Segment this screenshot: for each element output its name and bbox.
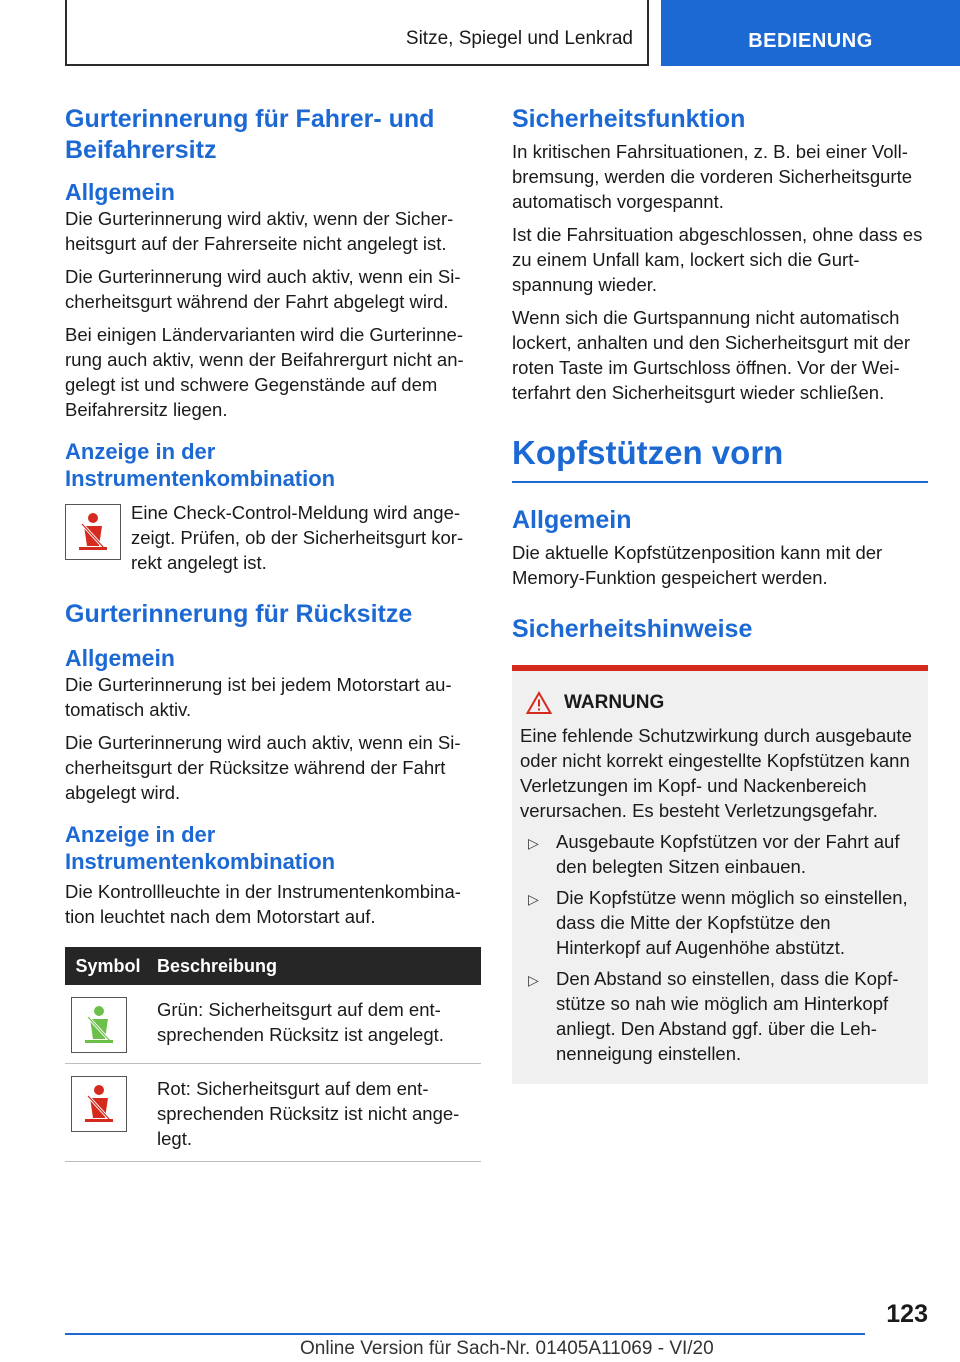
list-item: ▷ Ausgebaute Kopfstützen vor der Fahrt auf den belegten Sitzen einbauen. [528, 831, 900, 877]
paragraph: Ist die Fahrsituation abgeschlossen, ohne dass es zu einem Unfall kam, lockert sich die Gurtspannung wieder. [512, 224, 923, 295]
page-header [0, 0, 960, 66]
heading-general-1: Allgemein [65, 179, 175, 205]
paragraph: Wenn sich die Gurtspannung nicht automatisch lockert, anhalten und den Sicherheitsgurt mit der roten Taste im Gurtschloss öffnen. Vor der Weiterfahrt den Sicherheitsgurt wieder schließen. [512, 307, 910, 403]
table-header-row [65, 947, 481, 985]
paragraph: Eine Check-Control-Meldung wird angezeigt. Prüfen, ob der Sicherheitsgurt korrekt angelegt ist. [131, 502, 464, 573]
heading-front-headrests: Kopfstützen vorn [512, 433, 928, 483]
heading-display-1: Anzeige in der Instrumentenkombination [65, 439, 336, 491]
indicator-note [65, 500, 481, 575]
warning-text: Eine fehlende Schutzwirkung durch ausgebaute oder nicht korrekt eingestellte Kopfstützen kann Verletzungen im Kopf- und Nackenbereich verursachen. Es besteht Verletzungsgefahr. [520, 725, 912, 821]
paragraph: Die Gurterinnerung wird auch aktiv, wenn ein Sicherheitsgurt während der Fahrt abgelegt wird. [65, 266, 461, 312]
table-cell-description: Grün: Sicherheitsgurt auf dem entsprechenden Rücksitz ist angelegt. [151, 985, 481, 1064]
paragraph: Die Gurterinnerung wird auch aktiv, wenn ein Sicherheitsgurt der Rücksitze während der Fahrt abgelegt wird. [65, 732, 461, 803]
list-item: ▷ Den Abstand so einstellen, dass die Kopfstütze so nah wie möglich am Hinterkopf anliegt. Den Abstand ggf. über die Lehnenneigung einstellen. [528, 968, 899, 1064]
table-header-symbol: Symbol [65, 947, 151, 985]
heading-display-2: Anzeige in der Instrumentenkombination [65, 822, 336, 874]
triangle-bullet-icon: ▷ [528, 972, 539, 988]
table-row [65, 985, 481, 1064]
header-chapter-tab [661, 0, 960, 66]
seatbelt-warning-icon [65, 504, 121, 560]
heading-safety-function: Sicherheitsfunktion [512, 105, 746, 133]
warning-header [526, 691, 920, 715]
paragraph: Die aktuelle Kopfstützenposition kann mit der Memory-Funktion gespeichert werden. [512, 542, 883, 588]
header-section-box [65, 0, 649, 66]
header-section-title: Sitze, Spiegel und Lenkrad [405, 28, 633, 49]
seatbelt-red-icon [71, 1076, 127, 1132]
paragraph: Die Gurterinnerung ist bei jedem Motorstart automatisch aktiv. [65, 674, 452, 720]
seatbelt-green-icon [71, 997, 127, 1053]
footer-rule [65, 1333, 865, 1335]
heading-general-2: Allgemein [65, 645, 175, 671]
left-column [65, 104, 481, 1162]
table-cell-description: Rot: Sicherheitsgurt auf dem entsprechenden Rücksitz ist nicht angelegt. [151, 1064, 481, 1162]
warning-label: WARNUNG [564, 692, 665, 713]
warning-triangle-icon [526, 691, 552, 715]
heading-rear-belt-reminder: Gurterinnerung für Rücksitze [65, 600, 413, 628]
triangle-bullet-icon: ▷ [528, 835, 539, 851]
table-header-description: Beschreibung [151, 947, 481, 985]
footer-text: Online Version für Sach-Nr. 01405A11069 - VI/20 [300, 1338, 714, 1359]
list-item: ▷ Die Kopfstütze wenn möglich so einstellen, dass die Mitte der Kopfstütze den Hinterkopf auf Augenhöhe abstützt. [528, 887, 908, 958]
triangle-bullet-icon: ▷ [528, 891, 539, 907]
heading-driver-belt-reminder: Gurterinnerung für Fahrer- und Beifahrersitz [65, 105, 435, 164]
paragraph: Bei einigen Ländervarianten wird die Gurterinnerung auch aktiv, wenn der Beifahrergurt nicht angelegt ist und schwere Gegenstände auf dem Beifahrersitz liegen. [65, 324, 464, 420]
paragraph: Die Kontrollleuchte in der Instrumentenkombination leuchtet nach dem Motorstart auf. [65, 881, 461, 927]
page-number: 123 [886, 1300, 928, 1328]
table-row [65, 1064, 481, 1162]
heading-safety-notes: Sicherheitshinweise [512, 615, 753, 643]
warning-list [520, 829, 920, 1066]
symbol-table [65, 947, 481, 1162]
header-chapter-label: BEDIENUNG [748, 30, 873, 52]
heading-general-3: Allgemein [512, 506, 632, 534]
paragraph: Die Gurterinnerung wird aktiv, wenn der Sicherheitsgurt auf der Fahrerseite nicht angelegt ist. [65, 208, 454, 254]
right-column [512, 104, 928, 1084]
warning-box [512, 665, 928, 1084]
paragraph: In kritischen Fahrsituationen, z. B. bei einer Vollbremsung, werden die vorderen Sicherheitsgurte automatisch vorgespannt. [512, 141, 913, 212]
